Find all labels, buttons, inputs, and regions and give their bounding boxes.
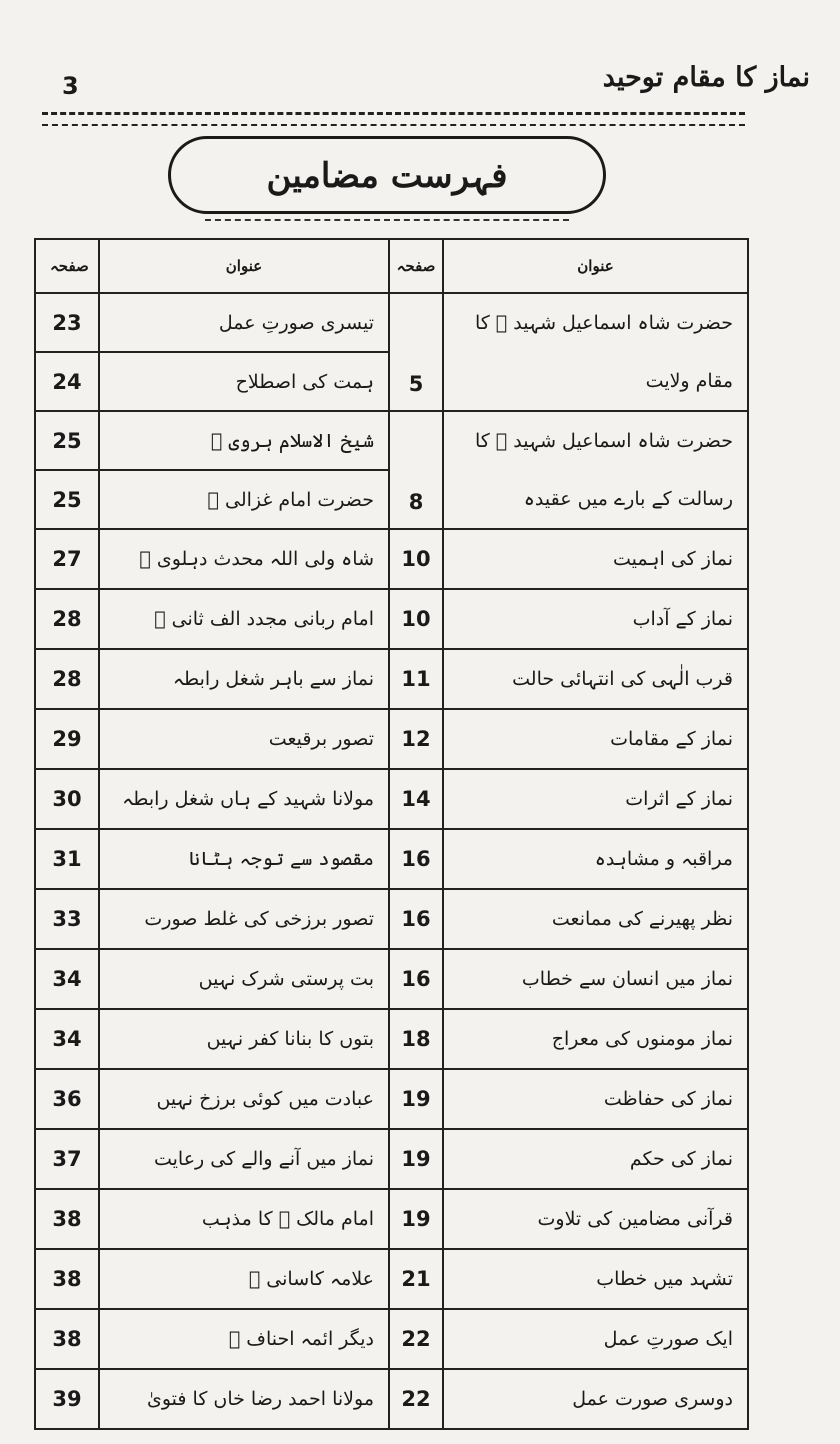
left-entry-title: نماز میں آنے والے کی رعایت xyxy=(99,1129,389,1189)
right-entry-title-line: نظر پھیرنے کی ممانعت xyxy=(551,908,733,930)
left-entry-page: 38 xyxy=(35,1189,99,1249)
right-entry-page: 12 xyxy=(389,709,443,769)
right-entry-page: 10 xyxy=(389,589,443,649)
left-entry-page: 25 xyxy=(35,411,99,470)
right-entry-title-line: حضرت شاہ اسماعیل شہید ﷫ کا xyxy=(474,312,733,334)
left-page-header: صفحہ xyxy=(35,239,99,293)
right-entry-page: 21 xyxy=(389,1249,443,1309)
right-entry-page: 16 xyxy=(389,949,443,1009)
right-entry-page: 19 xyxy=(389,1129,443,1189)
right-entry-title xyxy=(443,411,748,529)
book-title: نماز کا مقام توحید xyxy=(602,62,810,93)
right-entry-title-line: نماز میں انسان سے خطاب xyxy=(521,968,733,990)
left-entry-title: نماز سے باہر شغل رابطہ xyxy=(99,649,389,709)
right-entry-page: 5 xyxy=(389,293,443,411)
right-entry-title xyxy=(443,529,748,589)
right-entry-title xyxy=(443,889,748,949)
right-entry-title xyxy=(443,1009,748,1069)
left-entry-title: شیخ الاسلام ہروی ﷫ xyxy=(99,411,389,470)
left-entry-page: 23 xyxy=(35,293,99,352)
table-row xyxy=(35,1309,748,1369)
right-entry-title-line: قرآنی مضامین کی تلاوت xyxy=(537,1208,733,1230)
left-entry-page: 34 xyxy=(35,949,99,1009)
right-entry-title-line: دوسری صورت عمل xyxy=(572,1388,733,1410)
left-entry-page: 24 xyxy=(35,352,99,411)
left-entry-page: 30 xyxy=(35,769,99,829)
left-entry-page: 25 xyxy=(35,470,99,529)
left-entry-page: 38 xyxy=(35,1309,99,1369)
left-entry-page: 28 xyxy=(35,649,99,709)
table-row xyxy=(35,411,748,470)
right-entry-title xyxy=(443,1069,748,1129)
right-entry-title xyxy=(443,709,748,769)
right-entry-page: 18 xyxy=(389,1009,443,1069)
left-entry-title: حضرت امام غزالی ﷫ xyxy=(99,470,389,529)
table-row xyxy=(35,889,748,949)
right-entry-page: 14 xyxy=(389,769,443,829)
table-row xyxy=(35,709,748,769)
table-row xyxy=(35,949,748,1009)
left-entry-title: تیسری صورتِ عمل xyxy=(99,293,389,352)
left-entry-title: امام مالک ﷫ کا مذہب xyxy=(99,1189,389,1249)
left-entry-title: مولانا احمد رضا خاں کا فتویٰ xyxy=(99,1369,389,1429)
table-row xyxy=(35,589,748,649)
table-row xyxy=(35,1009,748,1069)
right-entry-title xyxy=(443,949,748,1009)
right-entry-title-line: تشہد میں خطاب xyxy=(596,1268,733,1290)
contents-heading: فہرست مضامین xyxy=(266,155,508,196)
right-entry-page: 16 xyxy=(389,889,443,949)
left-entry-page: 38 xyxy=(35,1249,99,1309)
right-entry-title-line: قرب الٰہی کی انتہائی حالت xyxy=(512,668,733,690)
table-row xyxy=(35,1249,748,1309)
page-number: 3 xyxy=(62,72,79,100)
table-row xyxy=(35,293,748,352)
left-title-header: عنوان xyxy=(99,239,389,293)
table-row xyxy=(35,649,748,709)
contents-table xyxy=(34,238,749,1430)
table-row xyxy=(35,529,748,589)
right-entry-title-line: ایک صورتِ عمل xyxy=(603,1328,733,1350)
right-entry-title xyxy=(443,1309,748,1369)
left-entry-page: 28 xyxy=(35,589,99,649)
left-entry-title: بت پرستی شرک نہیں xyxy=(99,949,389,1009)
left-entry-title: تصور برزخی کی غلط صورت xyxy=(99,889,389,949)
left-entry-title: تصور برقیعت xyxy=(99,709,389,769)
left-entry-page: 36 xyxy=(35,1069,99,1129)
left-entry-title: بتوں کا بنانا کفر نہیں xyxy=(99,1009,389,1069)
right-entry-page: 19 xyxy=(389,1069,443,1129)
left-entry-title: ہمت کی اصطلاح xyxy=(99,352,389,411)
right-entry-page: 22 xyxy=(389,1369,443,1429)
right-entry-title xyxy=(443,1249,748,1309)
right-entry-title xyxy=(443,1129,748,1189)
left-entry-title: شاہ ولی اللہ محدث دہلوی ﷫ xyxy=(99,529,389,589)
right-entry-title-line: نماز کی اہمیت xyxy=(613,548,733,570)
table-row xyxy=(35,1189,748,1249)
right-entry-title xyxy=(443,1189,748,1249)
right-entry-title xyxy=(443,293,748,411)
right-entry-title-line: نماز کے اثرات xyxy=(625,788,733,810)
left-entry-page: 29 xyxy=(35,709,99,769)
right-entry-page: 11 xyxy=(389,649,443,709)
right-entry-title xyxy=(443,829,748,889)
left-entry-page: 27 xyxy=(35,529,99,589)
left-entry-page: 34 xyxy=(35,1009,99,1069)
right-entry-title xyxy=(443,649,748,709)
header-rule xyxy=(42,112,745,115)
left-entry-title: عبادت میں کوئی برزخ نہیں xyxy=(99,1069,389,1129)
right-entry-page: 16 xyxy=(389,829,443,889)
left-entry-title: امام ربانی مجدد الف ثانی ﷫ xyxy=(99,589,389,649)
left-entry-page: 33 xyxy=(35,889,99,949)
table-row xyxy=(35,1069,748,1129)
left-entry-title: مقصود سے توجہ ہٹانا xyxy=(99,829,389,889)
right-entry-title xyxy=(443,769,748,829)
right-entry-title-line: نماز کے مقامات xyxy=(610,728,733,750)
left-entry-page: 31 xyxy=(35,829,99,889)
right-entry-page: 19 xyxy=(389,1189,443,1249)
right-entry-page: 22 xyxy=(389,1309,443,1369)
right-entry-title-line: نماز کی حفاظت xyxy=(603,1088,733,1110)
right-entry-title-line: نماز کی حکم xyxy=(629,1148,733,1170)
table-row xyxy=(35,769,748,829)
right-entry-title xyxy=(443,589,748,649)
right-title-header: عنوان xyxy=(443,239,748,293)
right-entry-title-line: نماز کے آداب xyxy=(632,608,733,630)
table-row xyxy=(35,1369,748,1429)
right-entry-title-line: مراقبہ و مشاہدہ xyxy=(594,848,733,870)
table-header-row xyxy=(35,239,748,293)
right-entry-title xyxy=(443,1369,748,1429)
contents-heading-box xyxy=(168,136,606,214)
table-row xyxy=(35,829,748,889)
left-entry-title: دیگر ائمہ احناف ﷭ xyxy=(99,1309,389,1369)
header-rule xyxy=(42,124,745,126)
left-entry-title: علامہ کاسانی ﷫ xyxy=(99,1249,389,1309)
right-entry-page: 8 xyxy=(389,411,443,529)
right-entry-title-line: نماز مومنوں کی معراج xyxy=(551,1028,733,1050)
table-row xyxy=(35,1129,748,1189)
right-page-header: صفحہ xyxy=(389,239,443,293)
left-entry-page: 37 xyxy=(35,1129,99,1189)
right-entry-title-line: مقام ولایت xyxy=(645,370,733,392)
left-entry-title: مولانا شہید کے ہاں شغل رابطہ xyxy=(99,769,389,829)
right-entry-title-line: حضرت شاہ اسماعیل شہید ﷫ کا xyxy=(474,430,733,452)
right-entry-page: 10 xyxy=(389,529,443,589)
right-entry-title-line: رسالت کے بارے میں عقیدہ xyxy=(523,488,733,510)
left-entry-page: 39 xyxy=(35,1369,99,1429)
